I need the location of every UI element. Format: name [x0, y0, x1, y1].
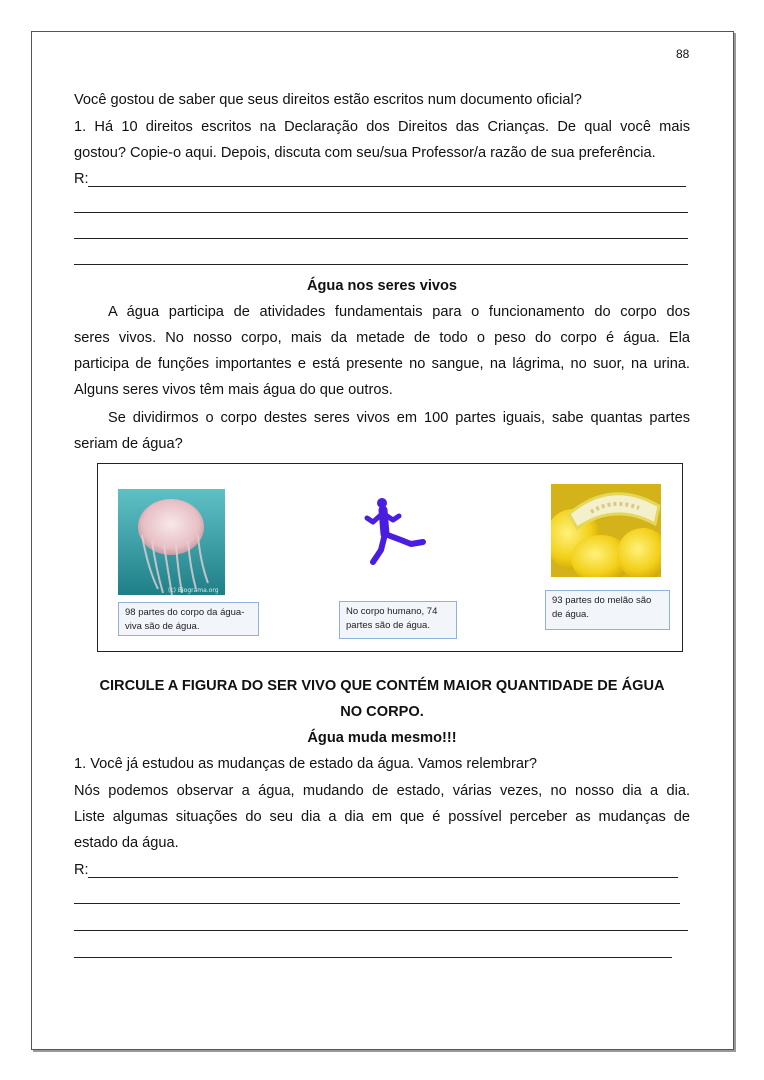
answer-line[interactable] [74, 264, 688, 265]
answer-line[interactable] [74, 238, 688, 239]
instruction-line2: NO CORPO. [340, 704, 424, 720]
answer-label-1: R: [74, 171, 89, 187]
human-caption: No corpo humano, 74 partes são de água. [339, 601, 457, 639]
answer-line[interactable] [88, 186, 686, 187]
jellyfish-watermark: (c) Biograma.org [168, 587, 219, 594]
section-heading-water-changes: Água muda mesmo!!! [307, 730, 457, 746]
paragraph-line: seriam de água? [74, 436, 183, 452]
answer-line[interactable] [88, 877, 678, 878]
jellyfish-image[interactable] [118, 489, 225, 595]
paragraph-line: Alguns seres vivos têm mais água do que outros. [74, 382, 393, 398]
paragraph-line: Se dividirmos o corpo destes seres vivos em 100 partes iguais, sabe quantas partes [108, 410, 690, 426]
answer-line[interactable] [74, 212, 688, 213]
question2-line: 1. Você já estudou as mudanças de estado da água. Vamos relembrar? [74, 756, 537, 772]
answer-line[interactable] [74, 903, 680, 904]
page-number: 88 [676, 47, 690, 61]
jellyfish-caption: 98 partes do corpo da água-viva são de água. [118, 602, 259, 636]
intro-question: Você gostou de saber que seus direitos estão escritos num documento oficial? [74, 92, 582, 108]
paragraph-line: seres vivos. No nosso corpo, mais da metade de todo o peso do corpo é água. Ela [74, 330, 690, 346]
instruction-line1: CIRCULE A FIGURA DO SER VIVO QUE CONTÉM MAIOR QUANTIDADE DE ÁGUA [99, 678, 665, 694]
question1-line2: gostou? Copie-o aqui. Depois, discuta com seu/sua Professor/a razão de sua preferência. [74, 145, 656, 161]
question2-line: estado da água. [74, 835, 179, 851]
melon-image[interactable] [551, 484, 661, 577]
runner-image[interactable] [363, 496, 433, 572]
answer-line[interactable] [74, 930, 688, 931]
melon-caption: 93 partes do melão são de água. [545, 590, 670, 630]
paragraph-line: A água participa de atividades fundamentais para o funcionamento do corpo dos [108, 304, 690, 320]
answer-line[interactable] [74, 957, 672, 958]
question2-line: Liste algumas situações do seu dia a dia em que é possível perceber as mudanças de [74, 809, 690, 825]
question2-line: Nós podemos observar a água, mudando de estado, várias vezes, no nosso dia a dia. [74, 783, 690, 799]
section-heading-water-in-living-beings: Água nos seres vivos [306, 278, 458, 294]
living-beings-figure [97, 463, 683, 652]
question1-line1: 1. Há 10 direitos escritos na Declaração dos Direitos das Crianças. De qual você mais [74, 119, 690, 135]
answer-label-2: R: [74, 862, 89, 878]
paragraph-line: participa de funções importantes e está presente no sangue, na lágrima, no suor, na urina. [74, 356, 690, 372]
